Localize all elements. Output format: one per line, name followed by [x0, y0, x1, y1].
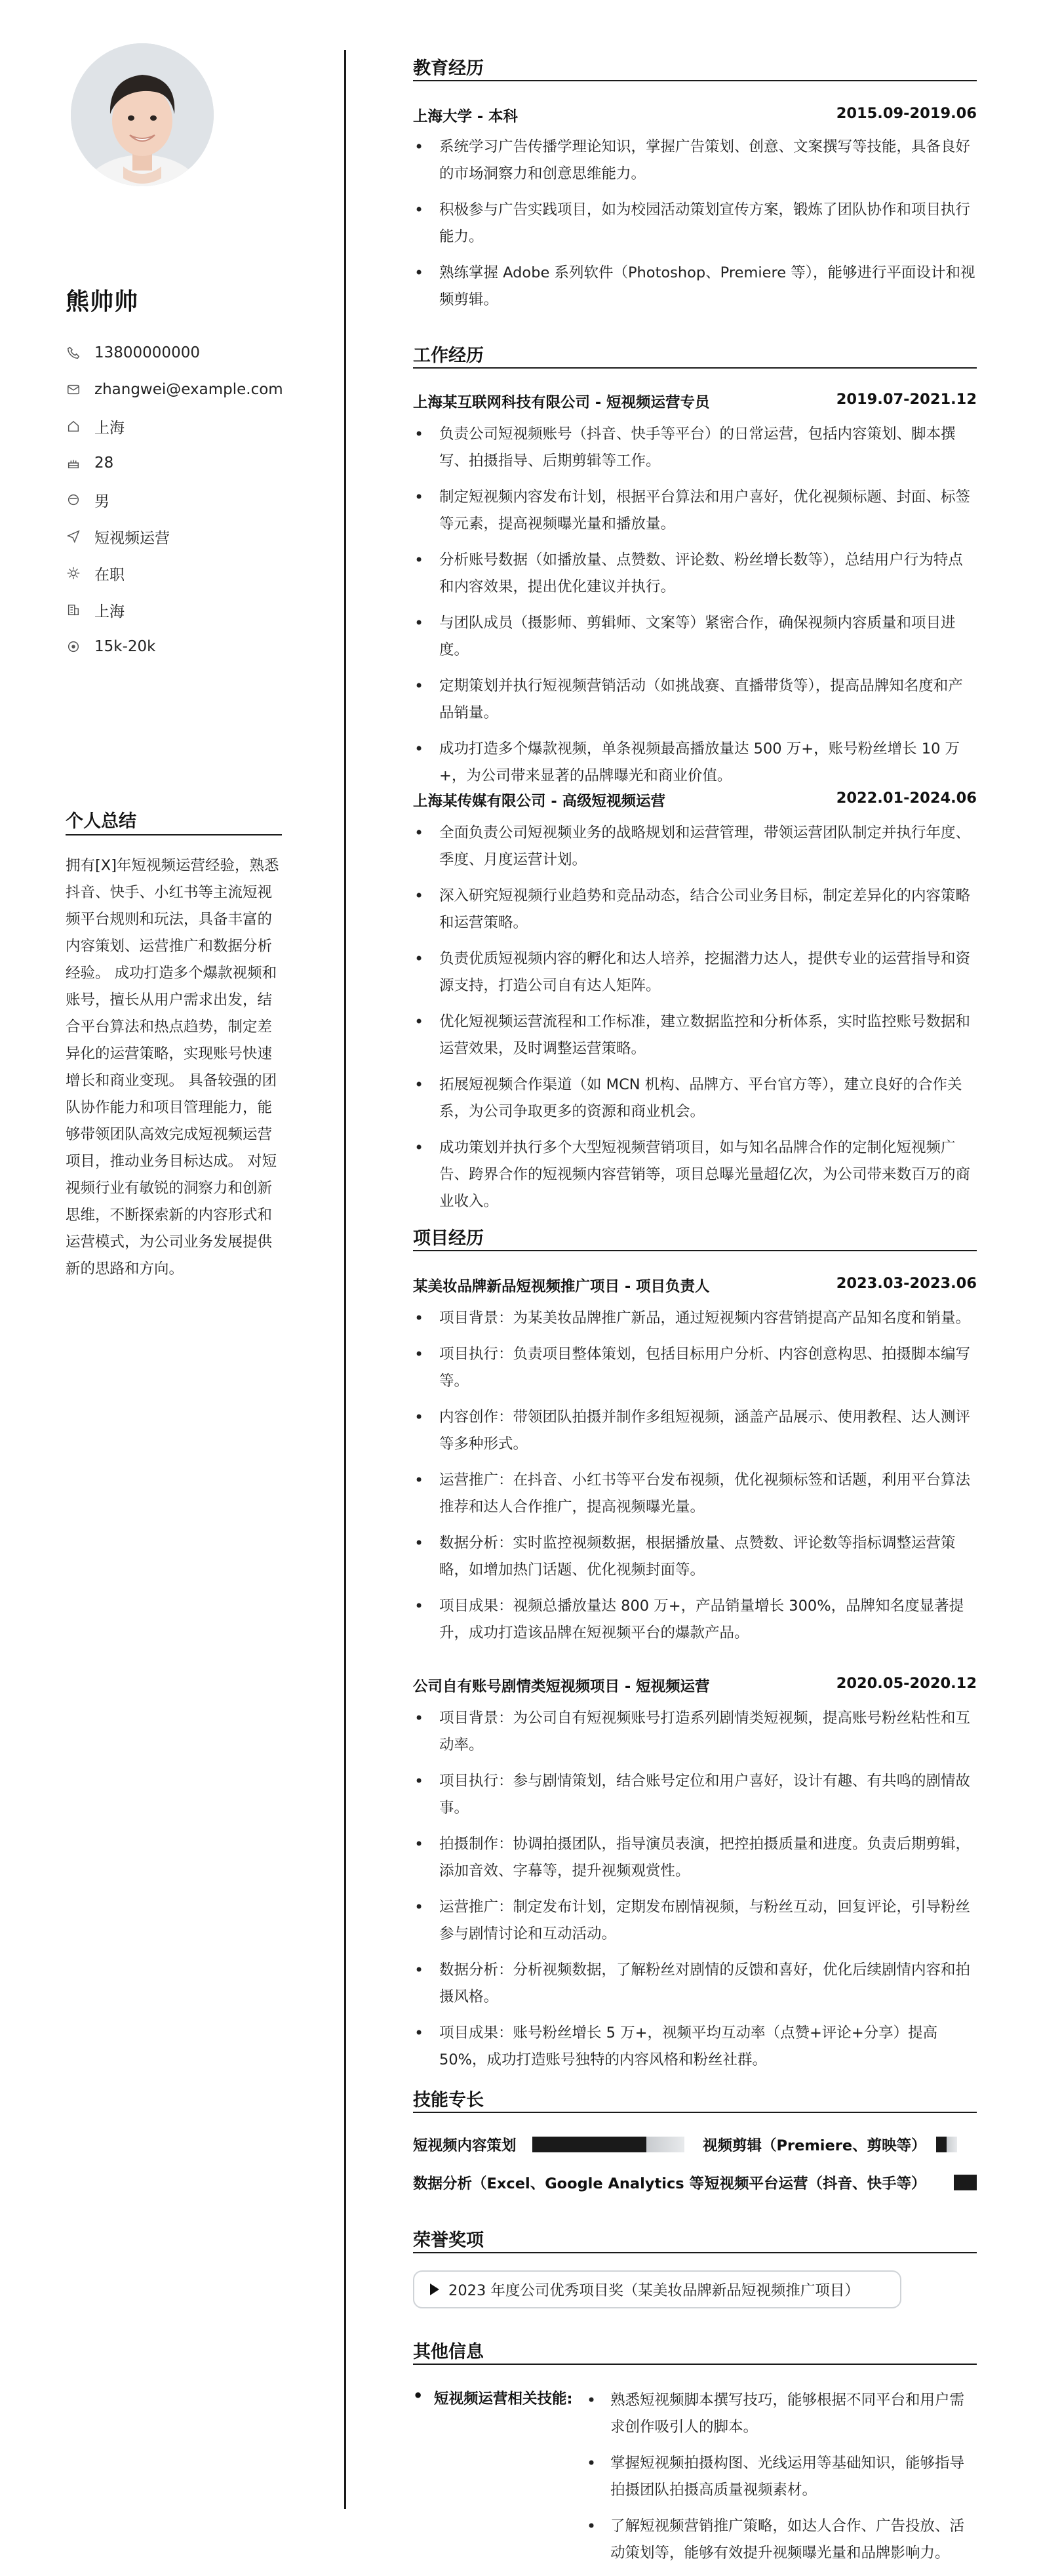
summary-title: 个人总结: [66, 811, 136, 832]
skill-2-bar: [936, 2137, 957, 2152]
column-divider: [344, 50, 346, 2509]
project-2-dates: 2020.05-2020.12: [836, 1675, 977, 1692]
list-item: • 内容创作：带领团队拍摄并制作多组短视频，涵盖产品展示、使用教程、达人测评等多种形式。: [413, 1404, 977, 1458]
contact-age: [66, 445, 288, 481]
project-1-name: 某美妆品牌新品短视频推广项目 - 项目负责人: [413, 1278, 710, 1295]
award-text: 2023 年度公司优秀项目奖（某美妆品牌新品短视频推广项目）: [448, 2282, 859, 2299]
project-1-header: [413, 1275, 977, 1296]
skill-4-name: 短视频平台运营（抖音、快手等）: [705, 2175, 926, 2192]
coin-icon: [66, 639, 81, 654]
work-2-bullets: [413, 820, 977, 1224]
skill-1-bar: [532, 2137, 684, 2152]
list-item: • 熟悉短视频脚本撰写技巧，能够根据不同平台和用户需求创作吸引人的脚本。: [585, 2387, 979, 2441]
send-icon: [66, 529, 81, 544]
other-title: 其他信息: [413, 2342, 484, 2362]
awards-title: 荣誉奖项: [413, 2230, 484, 2251]
skills-row-2: [413, 2172, 977, 2193]
expand-triangle-icon[interactable]: [430, 2284, 439, 2295]
contact-job-value: 短视频运营: [94, 529, 170, 547]
phone-icon: [66, 345, 81, 361]
contact-job: [66, 518, 288, 555]
skill-3-name: 数据分析（Excel、Google Analytics 等）: [413, 2175, 719, 2192]
list-item: • 数据分析：分析视频数据，了解粉丝对剧情的反馈和喜好，优化后续剧情内容和拍摄风格。: [413, 1957, 977, 2011]
list-item: • 运营推广：制定发布计划，定期发布剧情视频，与粉丝互动，回复评论，引导粉丝参与剧情讨论和互动活动。: [413, 1894, 977, 1948]
list-item: • 分析账号数据（如播放量、点赞数、评论数、粉丝增长数等），总结用户行为特点和内容效果，提出优化建议并执行。: [413, 547, 977, 601]
skill-4-bar: [954, 2175, 977, 2190]
list-item: • 项目背景：为某美妆品牌推广新品，通过短视频内容营销提高产品知名度和销量。: [413, 1305, 977, 1332]
list-item: • 项目成果：账号粉丝增长 5 万+，视频平均互动率（点赞+评论+分享）提高 50%，成功打造账号独特的内容风格和粉丝社群。: [413, 2020, 977, 2074]
contact-email: [66, 371, 288, 408]
contact-salary-value: 15k-20k: [94, 638, 156, 655]
work-divider: [413, 367, 977, 369]
contact-home-value: 上海: [94, 419, 125, 437]
cake-icon: [66, 455, 81, 471]
list-item: • 负责优质短视频内容的孵化和达人培养，挖掘潜力达人，提供专业的运营指导和资源支持，打造公司自有达人矩阵。: [413, 946, 977, 999]
list-item: • 制定短视频内容发布计划，根据平台算法和用户喜好，优化视频标题、封面、标签等元素，提高视频曝光量和播放量。: [413, 484, 977, 538]
list-item: • 全面负责公司短视频业务的战略规划和运营管理，带领运营团队制定并执行年度、季度、月度运营计划。: [413, 820, 977, 874]
contact-list: [66, 334, 288, 665]
work-entry-2-header: [413, 790, 977, 811]
skills-row-1: [413, 2134, 977, 2155]
list-item: • 熟练掌握 Adobe 系列软件（Photoshop、Premiere 等），能够进行平面设计和视频剪辑。: [413, 260, 977, 313]
list-item: • 成功打造多个爆款视频，单条视频最高播放量达 500 万+，账号粉丝增长 10 万+，为公司带来显著的品牌曝光和商业价值。: [413, 736, 977, 790]
contact-phone: [66, 334, 288, 371]
work-1-dates: 2019.07-2021.12: [836, 391, 977, 408]
list-item: • 数据分析：实时监控视频数据，根据播放量、点赞数、评论数等指标调整运营策略，如增加热门话题、优化视频封面等。: [413, 1530, 977, 1584]
list-item: • 项目执行：参与剧情策划，结合账号定位和用户喜好，设计有趣、有共鸣的剧情故事。: [413, 1768, 977, 1822]
list-item: • 系统学习广告传播学理论知识，掌握广告策划、创意、文案撰写等技能，具备良好的市场洞察力和创意思维能力。: [413, 134, 977, 188]
work-title: 工作经历: [413, 346, 484, 366]
skill-1-name: 短视频内容策划: [413, 2137, 517, 2154]
project-2-name: 公司自有账号剧情类短视频项目 - 短视频运营: [413, 1678, 710, 1695]
skill-2-name: 视频剪辑（Premiere、剪映等）: [703, 2137, 926, 2154]
list-item: • 项目成果：视频总播放量达 800 万+，产品销量增长 300%，品牌知名度显著提升，成功打造该品牌在短视频平台的爆款产品。: [413, 1593, 977, 1647]
work-2-company: 上海某传媒有限公司 - 高级短视频运营: [413, 793, 666, 810]
list-item: • 掌握短视频拍摄构图、光线运用等基础知识，能够指导拍摄团队拍摄高质量视频素材。: [585, 2450, 979, 2504]
list-item: • 优化短视频运营流程和工作标准，建立数据监控和分析体系，实时监控账号数据和运营效果，及时调整运营策略。: [413, 1009, 977, 1062]
list-item: • 成功策划并执行多个大型短视频营销项目，如与知名品牌合作的定制化短视频广告、跨界合作的短视频内容营销等，项目总曝光量超亿次，为公司带来数百万的商业收入。: [413, 1135, 977, 1215]
project-1-bullets: [413, 1305, 977, 1656]
contact-gender: [66, 481, 288, 518]
work-1-bullets: [413, 421, 977, 799]
contact-city: [66, 592, 288, 628]
contact-home: [66, 408, 288, 445]
list-item: • 负责公司短视频账号（抖音、快手等平台）的日常运营，包括内容策划、脚本撰写、拍摄指导、后期剪辑等工作。: [413, 421, 977, 475]
project-2-bullets: [413, 1705, 977, 2083]
education-divider: [413, 80, 977, 81]
projects-title: 项目经历: [413, 1228, 484, 1249]
education-school: 上海大学 - 本科: [413, 108, 519, 125]
contact-status-value: 在职: [94, 566, 125, 584]
list-item: • 了解短视频营销推广策略，如达人合作、广告投放、活动策划等，能够有效提升视频曝光量和品牌影响力。: [585, 2513, 979, 2567]
avatar: [71, 43, 214, 186]
contact-email-value: zhangwei@example.com: [94, 381, 283, 398]
education-title: 教育经历: [413, 58, 484, 79]
list-item: • 积极参与广告实践项目，如为校园活动策划宣传方案，锻炼了团队协作和项目执行能力。: [413, 197, 977, 251]
list-item: • 项目背景：为公司自有短视频账号打造系列剧情类短视频，提高账号粉丝粘性和互动率。: [413, 1705, 977, 1759]
list-item: • 拓展短视频合作渠道（如 MCN 机构、品牌方、平台官方等），建立良好的合作关系，为公司争取更多的资源和商业机会。: [413, 1072, 977, 1125]
other-divider: [413, 2364, 977, 2365]
education-entry-header: [413, 105, 977, 126]
contact-age-value: 28: [94, 454, 114, 472]
award-item[interactable]: [413, 2270, 901, 2308]
project-1-dates: 2023.03-2023.06: [836, 1275, 977, 1292]
projects-divider: [413, 1250, 977, 1251]
project-2-header: [413, 1675, 977, 1696]
status-icon: [66, 565, 81, 581]
list-item: • 项目执行：负责项目整体策划，包括目标用户分析、内容创意构思、拍摄脚本编写等。: [413, 1341, 977, 1395]
work-1-company: 上海某互联网科技有限公司 - 短视频运营专员: [413, 394, 710, 411]
mail-icon: [66, 382, 81, 397]
education-bullets: [413, 134, 977, 323]
gender-icon: [66, 492, 81, 508]
skills-title: 技能专长: [413, 2090, 484, 2110]
contact-gender-value: 男: [94, 493, 109, 510]
summary-divider: [66, 834, 282, 835]
other-bullets: [585, 2387, 979, 2576]
list-item: • 拍摄制作：协调拍摄团队，指导演员表演，把控拍摄质量和进度。负责后期剪辑，添加音效、字幕等，提升视频观赏性。: [413, 1831, 977, 1885]
contact-city-value: 上海: [94, 603, 125, 620]
contact-phone-value: 13800000000: [94, 344, 200, 361]
awards-divider: [413, 2252, 977, 2253]
profile-name: 熊帅帅: [66, 289, 139, 315]
contact-status: [66, 555, 288, 592]
list-item: • 深入研究短视频行业趋势和竞品动态，结合公司业务目标，制定差异化的内容策略和运营策略。: [413, 883, 977, 936]
list-item: • 与团队成员（摄影师、剪辑师、文案等）紧密合作，确保视频内容质量和项目进度。: [413, 610, 977, 664]
home-icon: [66, 418, 81, 434]
other-label: • 短视频运营相关技能:: [413, 2387, 573, 2408]
list-item: • 定期策划并执行短视频营销活动（如挑战赛、直播带货等），提高品牌知名度和产品销量。: [413, 673, 977, 727]
list-item: • 运营推广：在抖音、小红书等平台发布视频，优化视频标签和话题，利用平台算法推荐和达人合作推广，提高视频曝光量。: [413, 1467, 977, 1521]
summary-text: 拥有[X]年短视频运营经验，熟悉抖音、快手、小红书等主流短视频平台规则和玩法，具备丰富的内容策划、运营推广和数据分析经验。 成功打造多个爆款视频和账号，擅长从用户需求出发，结合平台算法和热点趋势，制定差异化的运营策略，实现账号快速增长和商业变现。 具备较强的团队协作能力和项目管理能力，能够带领团队高效完成短视频运营项目，推动业务目标达成。 对短视频行业有敏锐的洞察力和创新思维，不断探索新的内容形式和运营模式，为公司业务发展提供新的思路和方向。: [66, 857, 279, 1278]
avatar-portrait-icon: [71, 43, 214, 186]
work-entry-1-header: [413, 391, 977, 412]
contact-salary: [66, 628, 288, 665]
work-2-dates: 2022.01-2024.06: [836, 790, 977, 807]
building-icon: [66, 602, 81, 618]
skills-divider: [413, 2112, 977, 2113]
education-dates: 2015.09-2019.06: [836, 105, 977, 122]
